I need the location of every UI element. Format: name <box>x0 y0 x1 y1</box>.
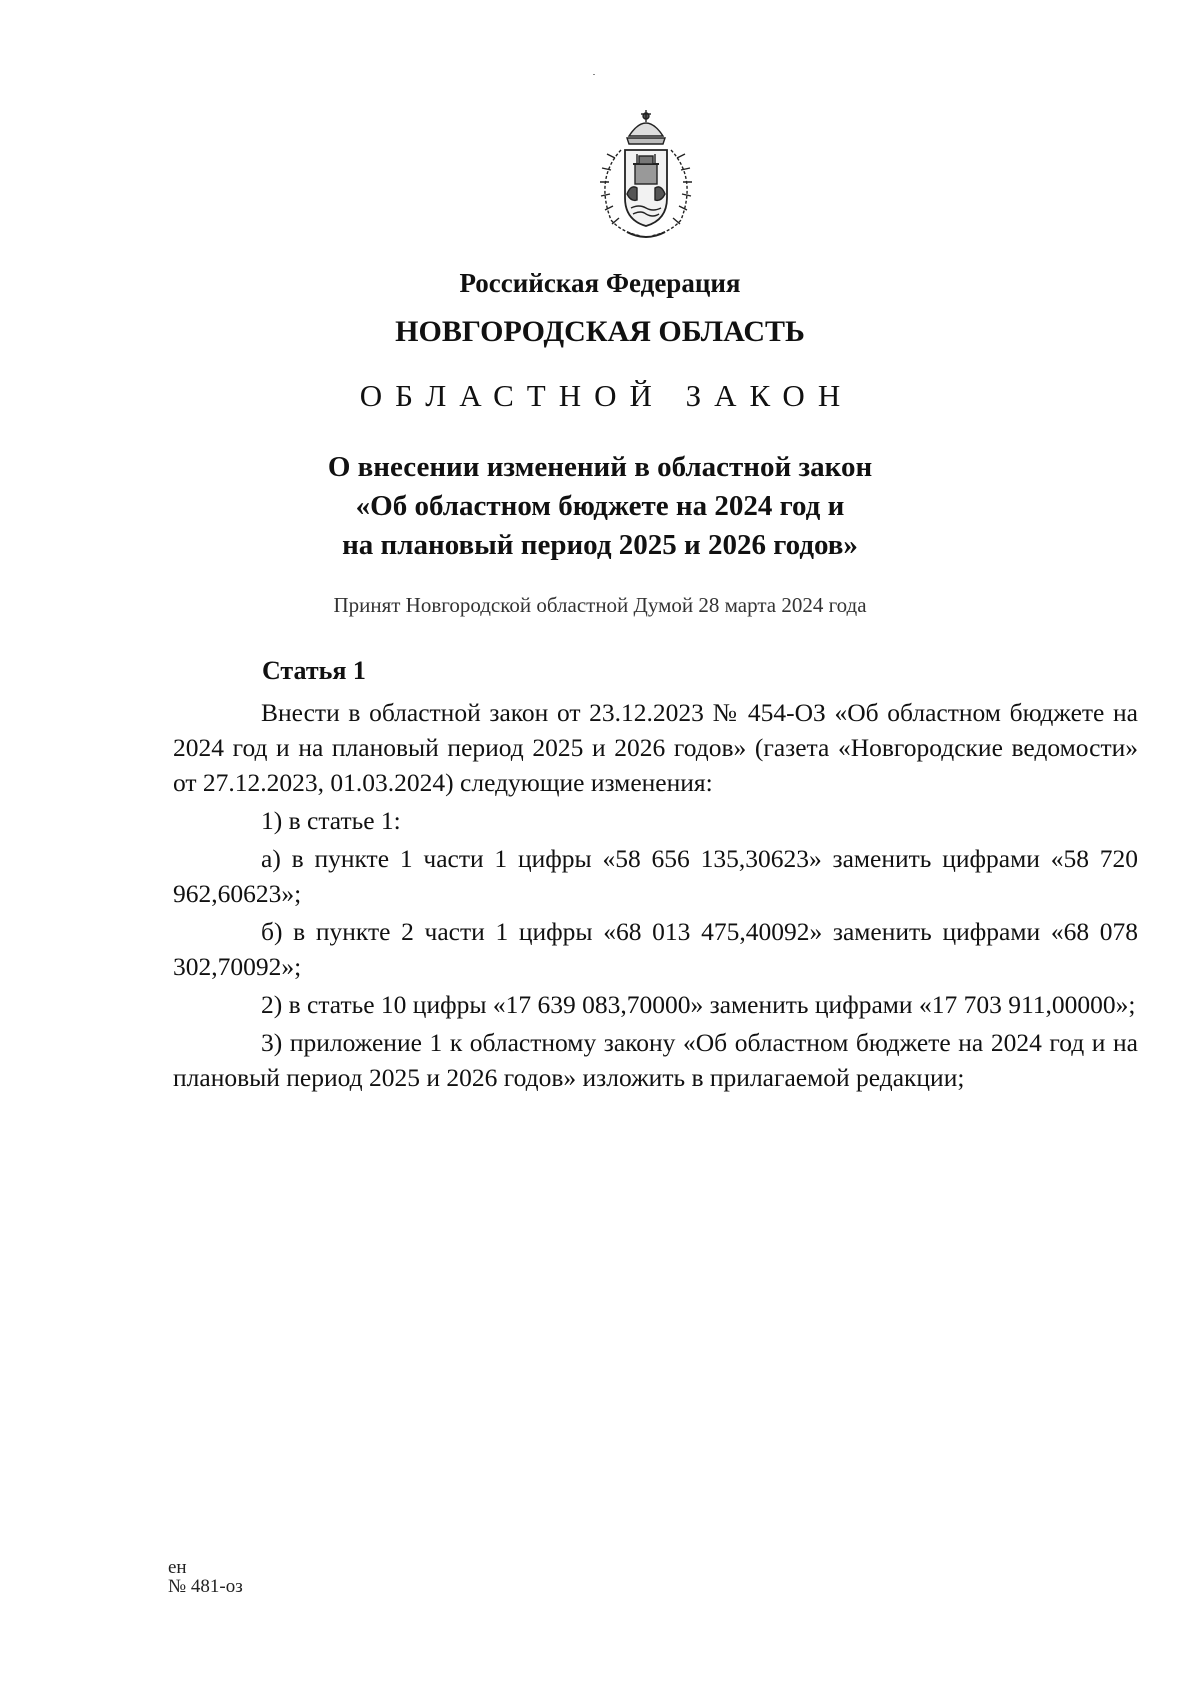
document-type: ОБЛАСТНОЙ ЗАКОН <box>359 378 854 413</box>
adoption-note: Принят Новгородской областной Думой 28 марта 2024 года <box>333 593 867 617</box>
article-paragraph: 1) в статье 1: <box>261 806 401 835</box>
country-name: Российская Федерация <box>459 268 741 298</box>
article-paragraph: Внести в областной закон от 23.12.2023 № 454-ОЗ «Об областном бюджете на 2024 год и на плановый период 2025 и 2026 годов» (газета «Новгородские ведомости» от 27.12.2023, 01.03.2024) следующие изменения: <box>173 698 1138 797</box>
article-paragraph: 2) в статье 10 цифры «17 639 083,70000» заменить цифрами «17 703 911,00000»; <box>261 990 1136 1019</box>
article-body <box>173 695 1138 1095</box>
article-paragraph: 3) приложение 1 к областному закону «Об областном бюджете на 2024 год и на плановый период 2025 и 2026 годов» изложить в прилагаемой редакции; <box>173 1028 1138 1092</box>
clerk-initials: ен <box>168 1557 187 1578</box>
law-number: № 481-оз <box>168 1576 243 1597</box>
law-title-line: О внесении изменений в областной закон <box>327 451 873 483</box>
article-heading: Статья 1 <box>262 656 366 685</box>
scan-speck <box>593 74 595 75</box>
registration-stamp <box>168 1558 243 1596</box>
law-title-line: на плановый период 2025 и 2026 годов» <box>342 529 858 561</box>
law-title <box>0 448 1200 565</box>
region-name: НОВГОРОДСКАЯ ОБЛАСТЬ <box>395 315 805 348</box>
law-title-line: «Об областном бюджете на 2024 год и <box>355 490 845 522</box>
novgorod-coat-of-arms-icon <box>591 108 701 244</box>
article-paragraph: б) в пункте 2 части 1 цифры «68 013 475,40092» заменить цифрами «68 078 302,70092»; <box>173 917 1138 981</box>
article-paragraph: а) в пункте 1 части 1 цифры «58 656 135,30623» заменить цифрами «58 720 962,60623»; <box>173 844 1138 908</box>
